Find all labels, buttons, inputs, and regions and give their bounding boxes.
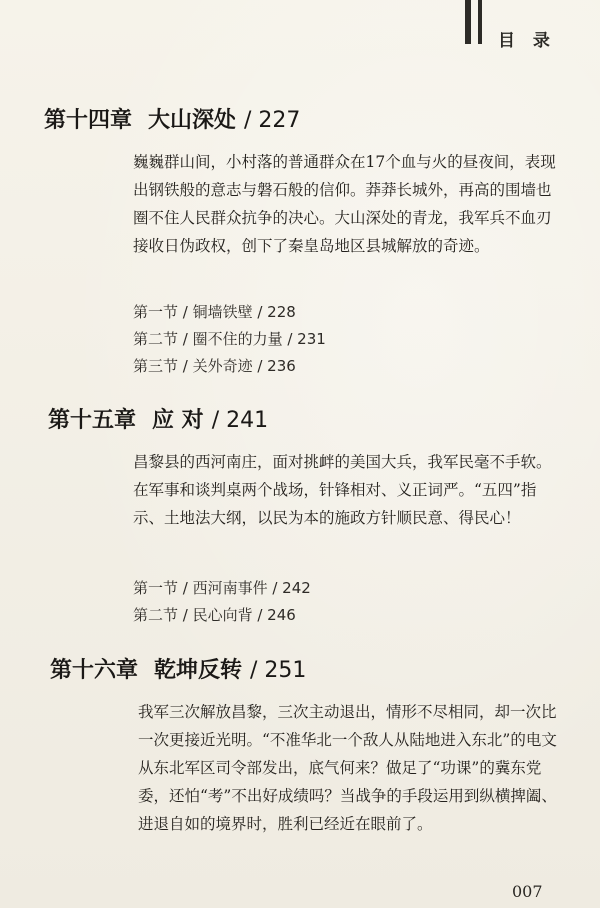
header-decor-bar-thin bbox=[478, 0, 482, 44]
section-list bbox=[133, 299, 326, 380]
chapter-heading bbox=[48, 403, 268, 434]
chapter-page: / 227 bbox=[244, 108, 301, 133]
chapter-title: 乾坤反转 bbox=[154, 658, 243, 683]
chapter-summary: 巍巍群山间，小村落的普通群众在17个血与火的昼夜间，表现出钢铁般的意志与磐石般的信仰。莽莽长城外，再高的围墙也圈不住人民群众抗争的决心。大山深处的青龙，我军兵不血刃接收日伪政权，创下了秦皇岛地区县城解放的奇迹。 bbox=[133, 153, 556, 255]
chapter-title: 应 对 bbox=[152, 408, 204, 433]
header-decor-bar bbox=[465, 0, 471, 44]
section-item: 第一节 / 西河南事件 / 242 bbox=[133, 579, 311, 597]
chapter-number: 第十六章 bbox=[50, 658, 139, 683]
chapter-number: 第十四章 bbox=[44, 108, 133, 133]
page-number: 007 bbox=[512, 882, 543, 901]
section-item: 第三节 / 关外奇迹 / 236 bbox=[133, 357, 296, 375]
section-item: 第一节 / 铜墙铁壁 / 228 bbox=[133, 303, 296, 321]
section-list bbox=[133, 575, 311, 629]
section-item: 第二节 / 民心向背 / 246 bbox=[133, 606, 296, 624]
chapter-summary: 我军三次解放昌黎，三次主动退出，情形不尽相同，却一次比一次更接近光明。“不准华北一个敌人从陆地进入东北”的电文从东北军区司令部发出，底气何来？做足了“功课”的冀东党委，还怕“考”不出好成绩吗？当战争的手段运用到纵横捭阖、进退自如的境界时，胜利已经近在眼前了。 bbox=[138, 703, 557, 833]
section-item: 第二节 / 圈不住的力量 / 231 bbox=[133, 330, 326, 348]
chapter-summary: 昌黎县的西河南庄，面对挑衅的美国大兵，我军民毫不手软。在军事和谈判桌两个战场，针锋相对、义正词严。“五四”指示、土地法大纲，以民为本的施政方针顺民意、得民心！ bbox=[133, 453, 552, 527]
chapter-title: 大山深处 bbox=[148, 108, 237, 133]
chapter-heading bbox=[44, 103, 300, 134]
toc-label: 目 录 bbox=[498, 31, 556, 51]
chapter-number: 第十五章 bbox=[48, 408, 137, 433]
chapter-page: / 241 bbox=[211, 408, 269, 433]
chapter-page: / 251 bbox=[250, 658, 307, 683]
chapter-heading bbox=[50, 653, 306, 684]
